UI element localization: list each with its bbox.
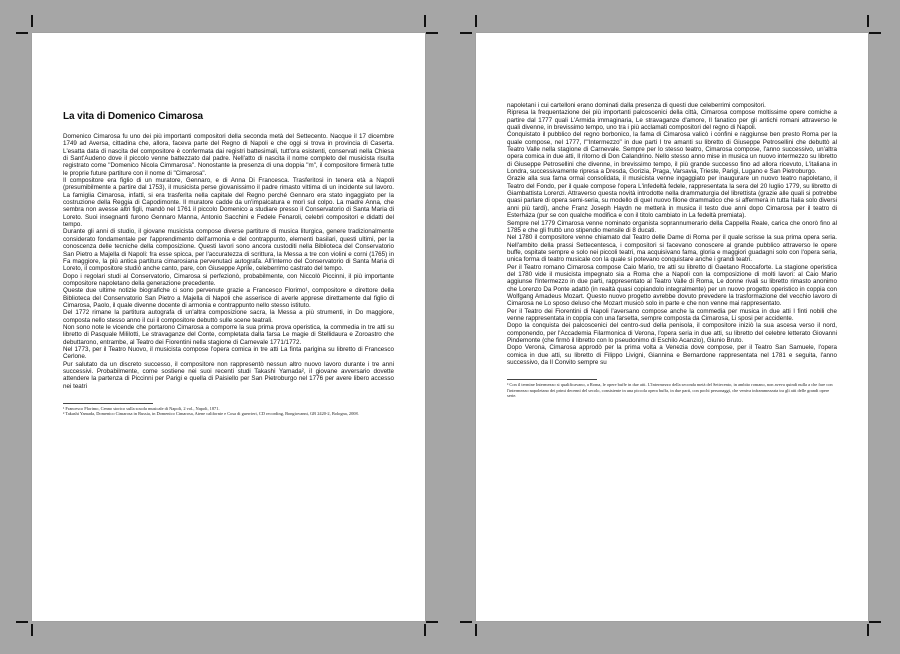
- footnote: ² Takashi Yamada, Domenico Cimarosa in Russia, in Domenico Cimarosa, Atene californie e Cosa di guerrieri, CD recording, Bongiovanni, GB 2420-2, Bologna, 2008.: [63, 411, 359, 417]
- crop-mark: [424, 15, 426, 27]
- left-page: [32, 33, 425, 621]
- footnotes: [507, 379, 837, 398]
- paragraph: Il compositore era figlio di un muratore, Gennaro, e di Anna Di Francesca. Trasferitosi in tenera età a Napoli (presumibilmente a partire dal 1753), il musicista perse giovanissimo il padre rimasto vittima di un incidente sul lavoro. La famiglia Cimarosa, infatti, si era trasferita nella capitale del Regno perché Gennaro era stato ingaggiato per la costruzione della Reggia di Capodimonte. Il muratore cadde da un'impalcatura e morì sul colpo. La madre Anna, che sembra non avesse altri figli, mandò nel 1761 il piccolo Domenico a studiare presso il Conservatorio di Santa Maria di Loreto. Suoi insegnanti furono Gennaro Manna, Antonio Sacchini e Fedele Fenaroli, celebri compositori e didatti del tempo.: [63, 177, 394, 229]
- paragraph: Sempre nel 1779 Cimarosa venne nominato organista soprannumerario della Cappella Reale, carica che onorò fino al 1785 e che gli fruttò uno stipendio mensile di 8 ducati.: [507, 219, 837, 234]
- crop-mark: [16, 32, 28, 34]
- paragraph: napoletani i cui cartelloni erano dominati dalla presenza di questi due celeberrimi compositori.: [507, 102, 766, 109]
- paragraph: Dopo la conquista dei palcoscenici del centro-sud della penisola, il compositore iniziò la sua ascesa verso il nord, componendo, per l'Accademia Filarmonica di Verona, l'opera seria in due atti, su libretto del celebre letterato Giovanni Pindemonte (che firmò il libretto con lo pseudonimo di Eschilo Acanzio), Giunio Bruto.: [507, 322, 837, 344]
- paragraph: Nel 1773, per il Teatro Nuovo, il musicista compose l'opera comica in tre atti La finta parigina su libretto di Francesco Cerlone.: [63, 345, 394, 361]
- crop-mark: [869, 32, 881, 34]
- footnote: ¹ Francesco Florimo, Cenno storico sulla scuola musicale di Napoli, 2 vol., Napoli, 1871.: [63, 406, 220, 412]
- crop-mark: [16, 621, 28, 623]
- crop-mark: [460, 32, 472, 34]
- chapter-title: La vita di Domenico Cimarosa: [63, 111, 204, 122]
- crop-mark: [31, 15, 33, 27]
- paragraph: Durante gli anni di studio, il giovane musicista compose diverse partiture di musica liturgica, genere tradizionalmente considerato fondamentale per l'apprendimento dell'armonia e del contrappunto, elementi basilari, questi ultimi, per la conoscenza delle tecniche della composizione. Questi lavori sono ancora custoditi nella Biblioteca del Conservatorio San Pietro a Majella di Napoli: fra esse spicca, per l'accuratezza di scrittura, la Messa a tre con violini e corni (1765) in Fa maggiore, la più antica partitura cimarosiana pervenutaci autografa. All'interno del Conservatorio di Santa Maria di Loreto, il compositore studiò anche canto, pare, con Giuseppe Aprile, celeberrimo castrato del tempo.: [63, 228, 394, 273]
- footnote: ³ Con il termine Intermezzo si qualificavano, a Roma, le opere buffe in due atti. L'Intermezzo della seconda metà del Settecento, in ambito romano, non aveva quindi nulla a che fare con l'intermezzo napoletano dei primi decenni del secolo, consistente in una piccola opera buffa, in due parti, con pochi personaggi, che veniva inframmezzata tra gli atti delle grandi opere serie.: [507, 382, 833, 399]
- paragraph: Nel 1780 il compositore venne chiamato dal Teatro delle Dame di Roma per il quale scrisse la sua prima opera seria. Nell'ambito della prassi Settecentesca, i compositori si facevano conoscere al grande pubblico attraverso le opere buffe, ospitate sempre e solo nei piccoli teatri, ma acquisivano fama, gloria e maggiori guadagni solo con l'opera seria, unica forma di teatro musicale con la quale si potevano conquistare anche i grandi teatri.: [507, 234, 837, 264]
- paragraph: Non sono note le vicende che portarono Cimarosa a comporre la sua prima prova operistica, la commedia in tre atti su libretto di Pasquale Mililotti, Le stravaganze del Conte, completata dalla farsa Le magie di Stellidaura e Zoroastro che debuttarono, entrambe, al Teatro dei Fiorentini nella stagione di Carnevale 1771/1772.: [63, 323, 394, 346]
- crop-mark: [867, 624, 869, 636]
- paragraph: Per il Teatro dei Fiorentini di Napoli l'aversano compose anche la commedia per musica in due atti I finti nobili che venne rappresentata in coppia con una farsetta, sempre composta da Cimarosa, Li sposi per accidente.: [507, 307, 837, 322]
- paragraph: Domenico Cimarosa fu uno dei più importanti compositori della seconda metà del Settecento. Nacque il 17 dicembre 1749 ad Aversa, cittadina che, allora, faceva parte del Regno di Napoli e che oggi si trova in provincia di Caserta. L'esatta data di nascita del compositore è confermata dai registri battesimali, tutt'ora esistenti, conservati nella Chiesa di Sant'Audeno dove il piccolo venne battezzato dal padre. Nell'atto di nascita il nome completo del musicista risulta registrato come "Domenico Nicola Cimmarosa". Nonostante la presenza di una doppia "m", il compositore firmerà tutte le proprie future partiture con il nome di "Cimarosa".: [63, 133, 394, 177]
- crop-mark: [460, 621, 472, 623]
- crop-mark: [426, 32, 438, 34]
- paragraph: Per il Teatro romano Cimarosa compose Caio Mario, tre atti su libretto di Gaetano Roccaforte. La stagione operistica del 1780 vide il musicista impegnato sia a Roma che a Napoli con la composizione di molti lavori: al Caio Mario aggiunse l'Intermezzo in due parti, rappresentato al Teatro Valle di Roma, Le donne rivali su libretto rimasto anonimo che Lorenzo Da Ponte adattò (in realtà quasi copiandolo integralmente) per un nuovo progetto operistico in coppia con Wolfgang Amadeus Mozart. Questo nuovo progetto avrebbe dovuto prevedere la trasformazione del vecchio lavoro di Cimarosa ne Lo sposo deluso che Mozart musicò solo in parte e che non venne mai rappresentato.: [507, 263, 837, 308]
- crop-mark: [867, 15, 869, 27]
- crop-mark: [475, 15, 477, 27]
- crop-mark: [475, 624, 477, 636]
- paragraph: Pur salutato da un discreto successo, il compositore non rappresentò nessun altro nuovo lavoro durante i tre anni successivi. Probabilmente, come sostiene nei suoi recenti studi Takashi Yamada², il giovane avversario dovette attendere la partenza di Piccinni per Parigi e quella di Paisiello per San Pietroburgo nel 1776 per avere libero accesso nei teatri: [63, 360, 394, 390]
- paragraph: Ripresa la frequentazione dei più importanti palcoscenici della città, Cimarosa compose moltissime opere comiche a partire dal 1777 quali L'Armida immaginaria, Le stravaganze d'amore, Il fanatico per gli antichi romani attraverso le quali divenne, in brevissimo tempo, uno tra i più acclamati compositori del regno di Napoli.: [507, 109, 837, 132]
- footnotes: [63, 403, 394, 417]
- paragraph: Conquistato il pubblico del regno borbonico, la fama di Cimarosa valicò i confini e raggiunse ben presto Roma per la quale compose, nel 1777, l'"Intermezzo" in due parti I tre amanti su libretto di Giuseppe Petrosellini che debuttò al Teatro Valle nella stagione di Carnevale. Sempre per lo stesso teatro, Cimarosa compose, l'anno successivo, un'altra opera comica in due atti, Il ritorno di Don Calandrino. Nello stesso anno mise in musica un nuovo intermezzo su libretto di Giuseppe Petrosellini che divenne, in brevissimo tempo, il più grande successo fino ad allora ricevuto, L'italiana in Londra, successivamente ripresa a Dresda, Gorizia, Praga, Varsavia, Trieste, Parigi, Lugano e San Pietroburgo.: [507, 131, 837, 176]
- paragraph: Grazie alla sua fama ormai consolidata, il musicista venne ingaggiato per inaugurare un nuovo teatro napoletano, il Teatro del Fondo, per il quale compose l'opera L'infedeltà fedele, rappresentata la sera del 20 luglio 1779, su libretto di Giambattista Lorenzi. Attraverso questa novità introdotte nella drammaturgia del librettista (grazie alle quali si potrebbe quasi parlare di opera semi-seria, su modello di quel nuovo filone drammatico che si affermerà in tutta Italia solo diversi anni più tardi), anche Franz Joseph Haydn ne metterà in musica il testo due anni dopo Cimarosa per il teatro di Esterháza (pur se con qualche modifica e con il titolo cambiato in La fedeltà premiata).: [507, 175, 837, 220]
- crop-mark: [424, 624, 426, 636]
- paragraph: Queste due ultime notizie biografiche ci sono pervenute grazie a Francesco Florimo¹, compositore e direttore della Biblioteca del Conservatorio San Pietro a Majella di Napoli che asserisce di averle apprese direttamente dal figlio di Cimarosa, Paolo, il quale divenne docente di armonia e contrappunto nello stesso istituto.: [63, 287, 394, 309]
- crop-mark: [426, 621, 438, 623]
- paragraph: Dopo Verona, Cimarosa approdò per la prima volta a Venezia dove compose, per il Teatro San Samuele, l'opera comica in due atti, su libretto di Filippo Livigni, Giannina e Bernardone rappresentata nel 1781 e seguita, l'anno successivo, da Il Convito sempre su: [507, 344, 837, 367]
- paragraph: Dopo i regolari studi al Conservatorio, Cimarosa si perfezionò, probabilmente, con Niccolò Piccinni, il più importante compositore napoletano della generazione precedente.: [63, 272, 394, 287]
- right-page: [476, 33, 868, 621]
- crop-mark: [869, 621, 881, 623]
- right-page-content: [507, 102, 837, 399]
- crop-mark: [31, 624, 33, 636]
- left-page-content: [63, 111, 394, 417]
- paragraph: Del 1772 rimane la partitura autografa di un'altra composizione sacra, la Messa a più strumenti, in Do maggiore, composta nello stesso anno il cui il compositore debuttò sulle scene teatrali.: [63, 309, 394, 324]
